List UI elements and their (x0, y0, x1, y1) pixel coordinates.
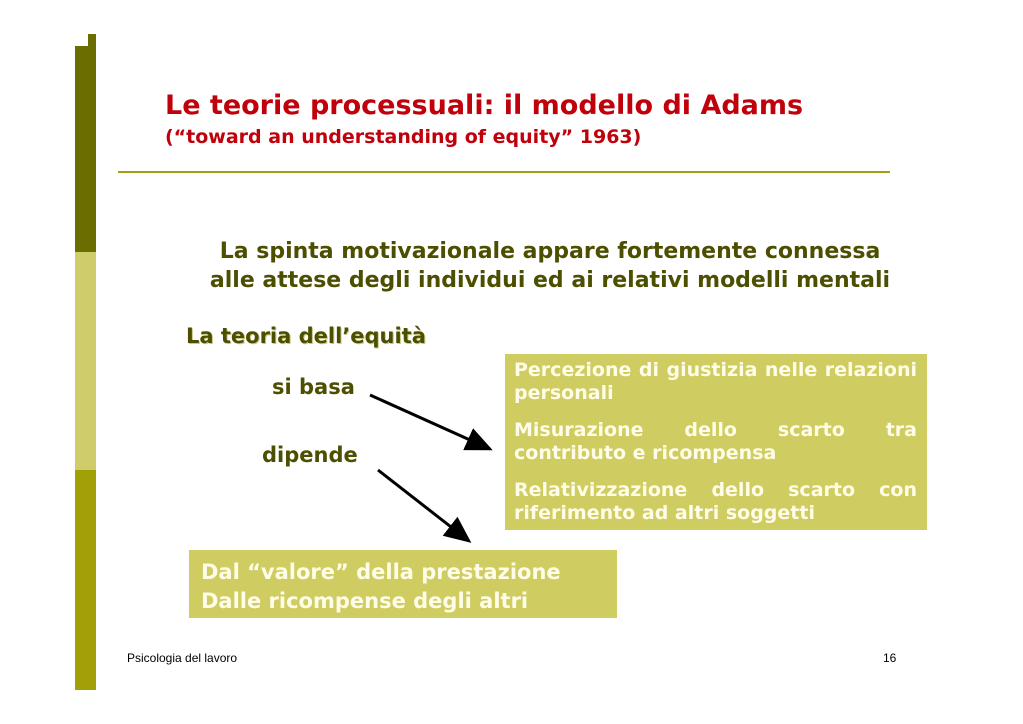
intro-line-1: La spinta motivazionale appare fortemente connessa (219, 239, 881, 264)
section-heading: La teoria dell’equità (186, 324, 426, 348)
slide-subtitle: (“toward an understanding of equity” 1963) (165, 126, 642, 148)
slide-title: Le teorie processuali: il modello di Adams (165, 90, 804, 121)
basis-item: Relativizzazione dello scarto con riferimento ad altri soggetti (514, 479, 917, 524)
dependency-item: Dalle ricompense degli altri (201, 589, 529, 613)
label-si-basa: si basa (272, 375, 355, 399)
basis-item: Percezione di giustizia nelle relazioni personali (514, 359, 917, 404)
arrow-dipende (378, 470, 469, 541)
footer-course: Psicologia del lavoro (127, 651, 238, 665)
label-dipende: dipende (262, 443, 358, 467)
intro-line-2: alle attese degli individui ed ai relativi modelli mentali (209, 268, 891, 293)
basis-item: Misurazione dello scarto tra contributo e ricompensa (514, 419, 917, 464)
footer-page-number: 16 (883, 651, 897, 665)
arrow-si-basa (370, 395, 490, 449)
dependency-item: Dal “valore” della prestazione (201, 560, 561, 584)
